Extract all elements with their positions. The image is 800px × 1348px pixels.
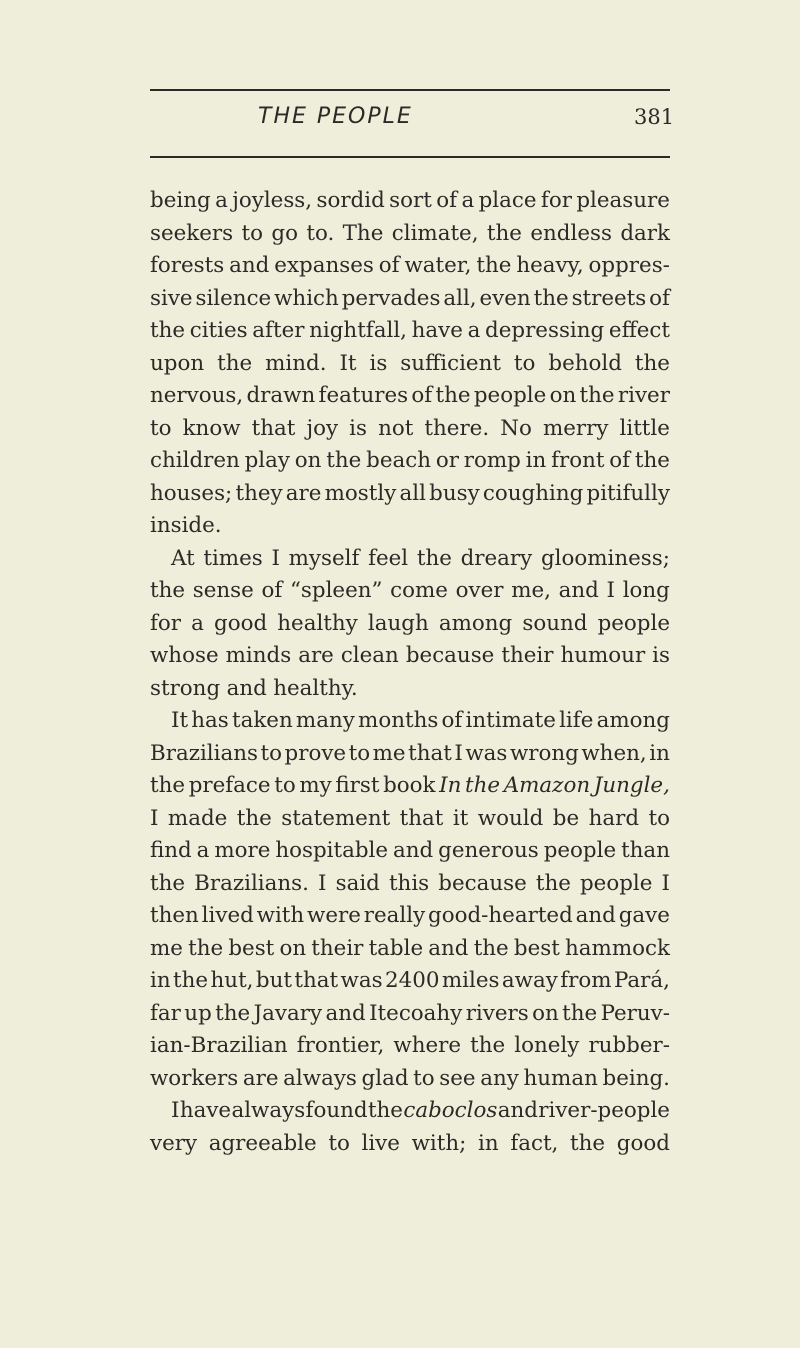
word: find	[150, 838, 192, 863]
word: healthy.	[273, 675, 358, 701]
word: prove	[284, 740, 347, 766]
word: has	[191, 708, 229, 733]
word: then	[150, 903, 199, 928]
word: are	[285, 480, 322, 506]
word: In	[439, 773, 462, 798]
word: my	[299, 773, 332, 798]
text-line	[150, 965, 670, 998]
word: generous	[438, 838, 539, 863]
word: the	[326, 448, 362, 473]
word: the	[476, 253, 512, 278]
word: more	[214, 838, 271, 863]
word: At	[171, 545, 195, 571]
word: Jungle,	[593, 773, 670, 798]
word: feel	[368, 545, 409, 571]
word: merry	[542, 415, 609, 441]
word: to	[348, 740, 371, 766]
body-text	[150, 185, 670, 1160]
word: of	[441, 708, 463, 733]
word: of	[609, 448, 631, 473]
word: me,	[511, 578, 551, 603]
text-line	[150, 705, 670, 738]
word: hospitable	[275, 838, 389, 863]
word: the	[535, 870, 571, 896]
word: are	[298, 643, 334, 668]
word: workers	[150, 1065, 239, 1091]
word: that	[251, 415, 296, 441]
word: the	[416, 545, 452, 571]
word: wrong	[509, 740, 579, 766]
word: “spleen”	[289, 578, 383, 603]
word: the	[634, 350, 670, 376]
header-rule-top	[150, 89, 670, 91]
text-line	[150, 803, 670, 836]
word: the	[486, 220, 522, 246]
word: rivers	[465, 1000, 529, 1026]
word: me	[372, 740, 406, 766]
word: and	[325, 1000, 366, 1026]
word: people	[543, 838, 617, 863]
page-number: 381	[634, 105, 675, 129]
word: know	[182, 415, 241, 441]
word: silence	[195, 285, 272, 311]
word: Brazilians	[150, 740, 258, 766]
word: which	[274, 285, 339, 311]
word: is	[369, 350, 388, 376]
word: heavy,	[516, 253, 584, 278]
word: people	[597, 610, 670, 636]
word: but	[255, 968, 292, 993]
word: rubber-	[588, 1033, 670, 1058]
word: not	[378, 415, 414, 441]
word: to	[274, 773, 296, 798]
word: to	[260, 740, 283, 766]
word: see	[439, 1065, 476, 1091]
text-line	[150, 510, 670, 543]
word: in	[478, 1130, 499, 1156]
word: this	[388, 870, 430, 896]
word: agreeable	[208, 1130, 317, 1156]
text-line	[150, 478, 670, 511]
word: that	[399, 805, 444, 831]
word: are	[242, 1065, 279, 1091]
word: Javary	[253, 1000, 323, 1026]
word: behold	[548, 350, 622, 376]
word: endless	[530, 220, 612, 246]
word: clean	[340, 643, 399, 668]
word: to	[413, 1065, 435, 1091]
word: I	[171, 1098, 180, 1123]
word: water,	[404, 253, 472, 278]
word: laugh	[367, 610, 429, 636]
word: of	[436, 188, 458, 213]
word: on	[549, 383, 577, 408]
word: long	[622, 578, 670, 603]
word: statement	[281, 805, 391, 831]
word: It	[339, 350, 357, 376]
word: people	[473, 383, 547, 408]
word: I	[318, 870, 327, 896]
word: and	[428, 935, 469, 961]
word: good	[214, 610, 268, 636]
word: depressing	[485, 318, 605, 343]
word: really	[363, 903, 426, 928]
word: streets	[571, 285, 647, 311]
word: gloominess;	[540, 545, 670, 571]
word: healthy	[277, 610, 358, 636]
word: The	[342, 220, 384, 246]
word: I	[454, 740, 463, 766]
word: and	[392, 838, 434, 863]
word: best	[228, 935, 275, 961]
word: houses;	[150, 480, 233, 506]
word: a	[461, 188, 475, 213]
word: and	[558, 578, 599, 603]
word: life	[559, 708, 594, 733]
word: effect	[608, 318, 670, 343]
word: I	[150, 805, 159, 831]
text-line	[150, 250, 670, 283]
word: joy	[306, 415, 339, 441]
word: was	[465, 740, 508, 766]
word: I	[606, 578, 615, 603]
text-line	[150, 315, 670, 348]
word: would	[477, 805, 544, 831]
word: or	[435, 448, 459, 473]
word: being.	[602, 1065, 670, 1091]
word: Itecoahy	[369, 1000, 463, 1026]
word: lonely	[514, 1033, 580, 1058]
word: Amazon	[503, 773, 591, 798]
word: book	[383, 773, 436, 798]
word: taken	[231, 708, 293, 733]
word: river	[617, 383, 670, 408]
word: people	[579, 870, 653, 896]
word: to.	[306, 220, 335, 246]
word: after	[252, 318, 305, 343]
word: and	[229, 253, 270, 278]
word: pervades	[341, 285, 441, 311]
word: play	[244, 448, 290, 473]
word: found	[305, 1098, 368, 1123]
word: pitifully	[586, 480, 670, 506]
word: good	[616, 1130, 670, 1156]
word: very	[150, 1130, 198, 1156]
word: the	[188, 935, 224, 961]
word: of	[411, 383, 433, 408]
word: Brazilians.	[194, 870, 309, 896]
word: lived	[201, 903, 254, 928]
word: they	[235, 480, 283, 506]
word: drawn	[246, 383, 316, 408]
word: coughing	[482, 480, 584, 506]
word: always	[231, 1098, 306, 1123]
word: on	[279, 935, 307, 961]
word: oppres-	[588, 253, 670, 278]
word: It	[171, 708, 189, 733]
word: nightfall,	[309, 318, 407, 343]
word: and	[226, 675, 267, 701]
text-line	[150, 770, 670, 803]
word: for	[540, 188, 572, 213]
word: were	[307, 903, 361, 928]
word: in	[649, 740, 670, 766]
word: when,	[581, 740, 647, 766]
word: whose	[150, 643, 219, 668]
word: ian-Brazilian	[150, 1033, 288, 1058]
word: with	[256, 903, 305, 928]
word: sort	[389, 188, 432, 213]
word: forests	[150, 253, 225, 278]
word: seekers	[150, 220, 234, 246]
text-line	[150, 575, 670, 608]
word: intimate	[465, 708, 556, 733]
word: the	[217, 350, 253, 376]
text-line	[150, 1128, 670, 1161]
word: the	[236, 805, 272, 831]
text-line	[150, 185, 670, 218]
word: the	[367, 1098, 403, 1123]
word: the	[562, 1000, 598, 1026]
text-line	[150, 1063, 670, 1096]
word: cities	[189, 318, 248, 343]
word: to	[328, 1130, 350, 1156]
word: I	[271, 545, 280, 571]
word: because	[405, 643, 495, 668]
word: with;	[411, 1130, 467, 1156]
word: was	[340, 968, 383, 993]
word: from	[560, 968, 612, 993]
word: it	[452, 805, 469, 831]
text-line	[150, 348, 670, 381]
word: good-hearted	[428, 903, 573, 928]
word: children	[150, 448, 240, 473]
word: to	[241, 220, 263, 246]
word: miles	[441, 968, 500, 993]
word: nervous,	[150, 383, 244, 408]
word: the	[150, 870, 186, 896]
word: romp	[463, 448, 521, 473]
word: a	[215, 188, 228, 213]
word: frontier,	[296, 1033, 385, 1058]
word: away	[501, 968, 558, 993]
word: be	[552, 805, 580, 831]
word: me	[150, 935, 183, 961]
word: the	[570, 1130, 606, 1156]
text-line	[150, 835, 670, 868]
word: said	[335, 870, 380, 896]
word: 2400	[385, 968, 440, 993]
word: upon	[150, 350, 205, 376]
word: is	[652, 643, 670, 668]
word: sufficient	[400, 350, 501, 376]
word: human	[523, 1065, 598, 1091]
word: a	[196, 838, 210, 863]
word: gave	[618, 903, 670, 928]
text-line	[150, 283, 670, 316]
word: beach	[366, 448, 431, 473]
word: the	[465, 773, 501, 798]
word: their	[501, 643, 554, 668]
text-line	[150, 738, 670, 771]
word: is	[349, 415, 367, 441]
word: river-people	[538, 1098, 670, 1123]
header-rule-bottom	[150, 156, 670, 158]
word: always	[283, 1065, 357, 1091]
word: the	[533, 285, 569, 311]
word: sive	[150, 285, 193, 311]
word: dreary	[460, 545, 533, 571]
text-line	[150, 868, 670, 901]
word: to	[648, 805, 670, 831]
word: mind.	[265, 350, 327, 376]
text-line	[150, 413, 670, 446]
text-line	[150, 218, 670, 251]
word: months	[358, 708, 439, 733]
word: joyless,	[232, 188, 313, 213]
text-line	[150, 380, 670, 413]
word: far	[150, 1000, 181, 1026]
word: the	[215, 1000, 251, 1026]
text-line	[150, 445, 670, 478]
word: on	[532, 1000, 559, 1026]
word: to	[513, 350, 536, 376]
word: over	[455, 578, 504, 603]
word: table	[368, 935, 424, 961]
word: hut,	[210, 968, 254, 993]
word: strong	[150, 675, 221, 701]
word: and	[497, 1098, 538, 1123]
word: of	[378, 253, 400, 278]
text-line	[150, 543, 670, 576]
word: because	[438, 870, 527, 896]
word: inside.	[150, 513, 222, 538]
word: among	[596, 708, 670, 733]
word: in	[150, 968, 171, 993]
word: minds	[225, 643, 292, 668]
text-line	[150, 933, 670, 966]
word: any	[480, 1065, 519, 1091]
word: the	[150, 318, 186, 343]
text-line	[150, 673, 670, 706]
word: expanses	[274, 253, 374, 278]
word: No	[500, 415, 532, 441]
text-line	[150, 1030, 670, 1063]
word: fact,	[510, 1130, 559, 1156]
word: humour	[560, 643, 646, 668]
word: first	[335, 773, 380, 798]
word: dark	[620, 220, 670, 246]
text-line	[150, 608, 670, 641]
word: live	[361, 1130, 400, 1156]
word: come	[390, 578, 448, 603]
word: caboclos	[403, 1098, 498, 1123]
word: even	[479, 285, 531, 311]
word: to	[150, 415, 172, 441]
word: for	[150, 610, 182, 636]
word: hammock	[565, 935, 670, 961]
word: up	[184, 1000, 212, 1026]
text-line	[150, 998, 670, 1031]
word: all,	[443, 285, 477, 311]
text-line	[150, 640, 670, 673]
word: the	[473, 935, 509, 961]
word: I	[661, 870, 670, 896]
word: their	[311, 935, 364, 961]
word: mostly	[324, 480, 397, 506]
word: Pará,	[613, 968, 670, 993]
word: the	[150, 578, 186, 603]
word: where	[393, 1033, 462, 1058]
word: that	[408, 740, 452, 766]
word: busy	[429, 480, 480, 506]
word: the	[435, 383, 471, 408]
word: sordid	[316, 188, 385, 213]
word: myself	[288, 545, 360, 571]
word: all	[399, 480, 426, 506]
word: hard	[588, 805, 640, 831]
word: the	[470, 1033, 506, 1058]
word: made	[167, 805, 228, 831]
word: sense	[192, 578, 254, 603]
word: there.	[424, 415, 490, 441]
word: in	[525, 448, 547, 473]
word: than	[621, 838, 670, 863]
word: the	[579, 383, 615, 408]
word: of	[261, 578, 283, 603]
word: among	[438, 610, 513, 636]
word: being	[150, 188, 211, 213]
word: the	[150, 773, 186, 798]
word: features	[318, 383, 409, 408]
word: sound	[522, 610, 588, 636]
word: a	[191, 610, 204, 636]
word: a	[467, 318, 481, 343]
word: the	[173, 968, 209, 993]
word: Peruv-	[600, 1000, 670, 1026]
word: and	[575, 903, 616, 928]
running-head: THE PEOPLE	[258, 104, 413, 129]
word: glad	[361, 1065, 409, 1091]
word: pleasure	[576, 188, 670, 213]
word: of	[649, 285, 670, 311]
word: on	[294, 448, 322, 473]
word: go	[271, 220, 298, 246]
word: preface	[188, 773, 271, 798]
word: have	[411, 318, 463, 343]
word: have	[179, 1098, 232, 1123]
word: climate,	[391, 220, 479, 246]
text-line	[150, 900, 670, 933]
word: best	[513, 935, 560, 961]
word: many	[295, 708, 355, 733]
word: front	[551, 448, 605, 473]
word: place	[478, 188, 537, 213]
word: the	[634, 448, 670, 473]
text-line	[150, 1095, 670, 1128]
word: times	[203, 545, 263, 571]
word: little	[619, 415, 670, 441]
word: that	[294, 968, 339, 993]
